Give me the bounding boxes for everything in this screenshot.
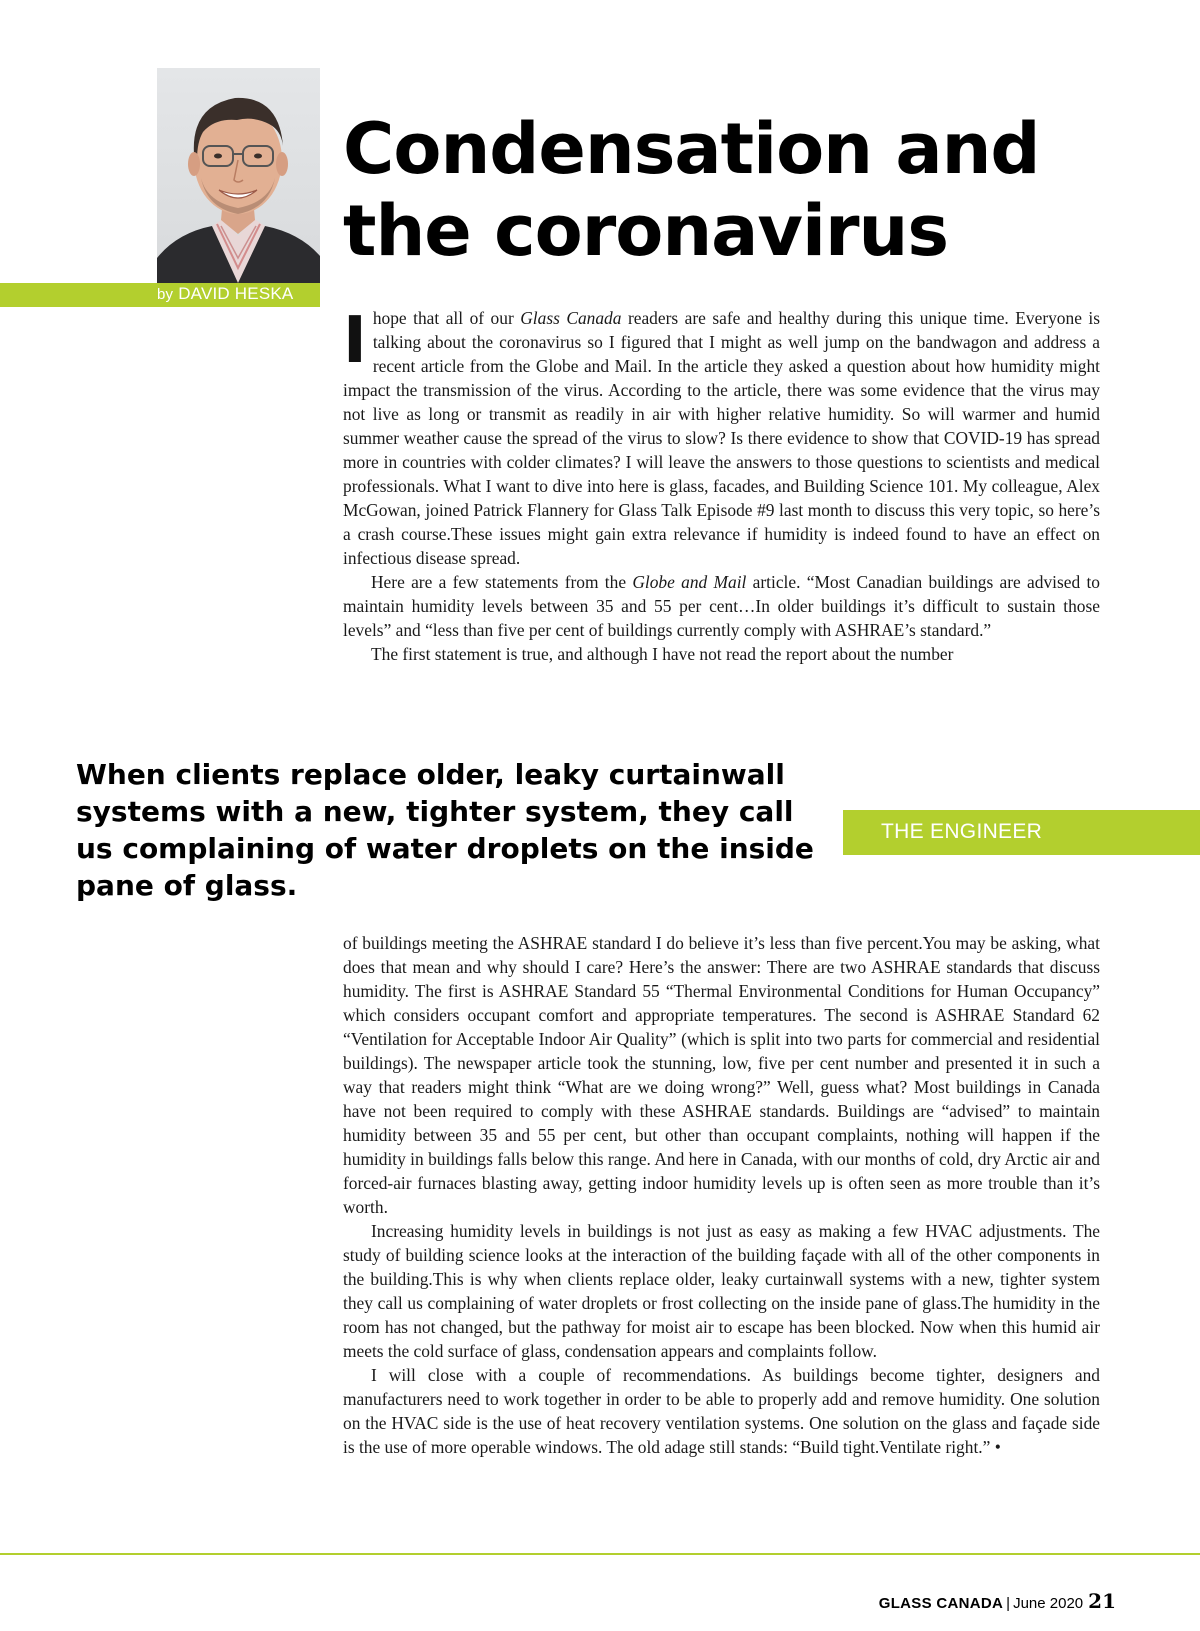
byline-author: DAVID HESKA xyxy=(178,284,294,303)
paragraph-3-start: The first statement is true, and although I have not read the report about the number xyxy=(371,644,954,664)
paragraph-1-emphasis: Glass Canada xyxy=(520,308,622,328)
footer-rule xyxy=(0,1553,1200,1555)
paragraph-4: Increasing humidity levels in buildings is not just as easy as making a few HVAC adjustments. The study of building science looks at the interaction of the building façade with all of the other components in the building.This is why when clients replace older, leaky curtainwall systems with a new, tighter system they call us complaining of water droplets or frost collecting on the inside pane of glass.The humidity in the room has not changed, but the pathway for moist air to escape has been blocked. Now when this humid air meets the cold surface of glass, condensation appears and complaints follow. xyxy=(343,1221,1100,1361)
paragraph-3-continued: of buildings meeting the ASHRAE standard I do believe it’s less than five percent.You may be asking, what does that mean and why should I care? Here’s the answer: There are two ASHRAE standards that discuss humidity. The first is ASHRAE Standard 55 “Thermal Environmental Conditions for Human Occupancy” which considers occupant comfort and appropriate temperatures. The second is ASHRAE Standard 62 “Ventilation for Acceptable Indoor Air Quality” (which is split into two parts for commercial and residential buildings). The newspaper article took the stunning, low, five per cent number and presented it in such a way that readers might think “What are we doing wrong?” Well, guess what? Most buildings in Canada have not been required to comply with these ASHRAE standards. Buildings are “advised” to maintain humidity between 35 and 55 per cent, but other than occupant complaints, nothing will happen if the humidity in buildings falls below this range. And here in Canada, with our months of cold, dry Arctic air and forced-air furnaces blasting away, getting indoor humidity levels up is often seen as more trouble than it’s worth. xyxy=(343,933,1100,1217)
article-title xyxy=(343,108,1103,272)
article-body-part-2 xyxy=(343,931,1100,1459)
author-photo xyxy=(157,68,320,283)
paragraph-2-emphasis: Globe and Mail xyxy=(632,572,747,592)
author-headshot-illustration xyxy=(157,68,320,283)
paragraph-2 xyxy=(343,570,1100,642)
issue-date: June 2020 xyxy=(1013,1595,1084,1612)
article-title-line-2: the coronavirus xyxy=(343,190,949,272)
pull-quote: When clients replace older, leaky curtainwall systems with a new, tighter system, they call us complaining of water droplets on the inside pane of glass. xyxy=(76,758,814,902)
byline-prefix: by xyxy=(157,286,174,303)
department-label-text: THE ENGINEER xyxy=(881,820,1043,843)
paragraph-2-text-b: article. “Most Canadian buildings are advised to maintain humidity levels between 35 and 55 per cent…In older buildings it’s difficult to sustain those levels” and “less than five per cent of buildings currently comply with ASHRAE’s standard.” xyxy=(343,572,1100,640)
paragraph-2-text-a: Here are a few statements from the xyxy=(371,572,633,592)
publication-name: GLASS CANADA xyxy=(878,1595,1004,1612)
paragraph-1-text-b: readers are safe and healthy during this unique time. Everyone is talking about the coronavirus so I figured that I might as well jump on the bandwagon and address a recent article from the Globe and Mail. In the article they asked a question about how humidity might impact the transmission of the virus. According to the article, there was some evidence that the virus may not live as long or transmit as readily in air with higher relative humidity. So will warmer and humid summer weather cause the spread of the virus to slow? Is there evidence to show that COVID-19 has spread more in countries with colder climates? I will leave the answers to those questions to scientists and medical professionals. What I want to dive into here is glass, facades, and Building Science 101. My colleague, Alex McGowan, joined Patrick Flannery for Glass Talk Episode #9 last month to discuss this very topic, so here’s a crash course.These issues might gain extra relevance if humidity is indeed found to have an effect on infectious disease spread. xyxy=(343,308,1101,568)
department-label xyxy=(843,810,1200,855)
page-footer xyxy=(879,1589,1116,1613)
paragraph-1 xyxy=(343,306,1100,570)
page-number: 21 xyxy=(1088,1589,1116,1613)
article-title-line-1: Condensation and xyxy=(343,108,1040,190)
paragraph-1-text-a: hope that all of our xyxy=(372,308,521,328)
article-body-part-1 xyxy=(343,306,1100,666)
byline xyxy=(157,284,293,304)
footer-separator: | xyxy=(1006,1595,1011,1612)
paragraph-5: I will close with a couple of recommendations. As buildings become tighter, designers and manufacturers need to work together in order to be able to properly add and remove humidity. One solution on the HVAC side is the use of heat recovery ventilation systems. One solution on the glass and façade side is the use of more operable windows. The old adage still stands: “Build tight.Ventilate right.” • xyxy=(343,1365,1100,1457)
drop-cap: I xyxy=(343,304,367,378)
